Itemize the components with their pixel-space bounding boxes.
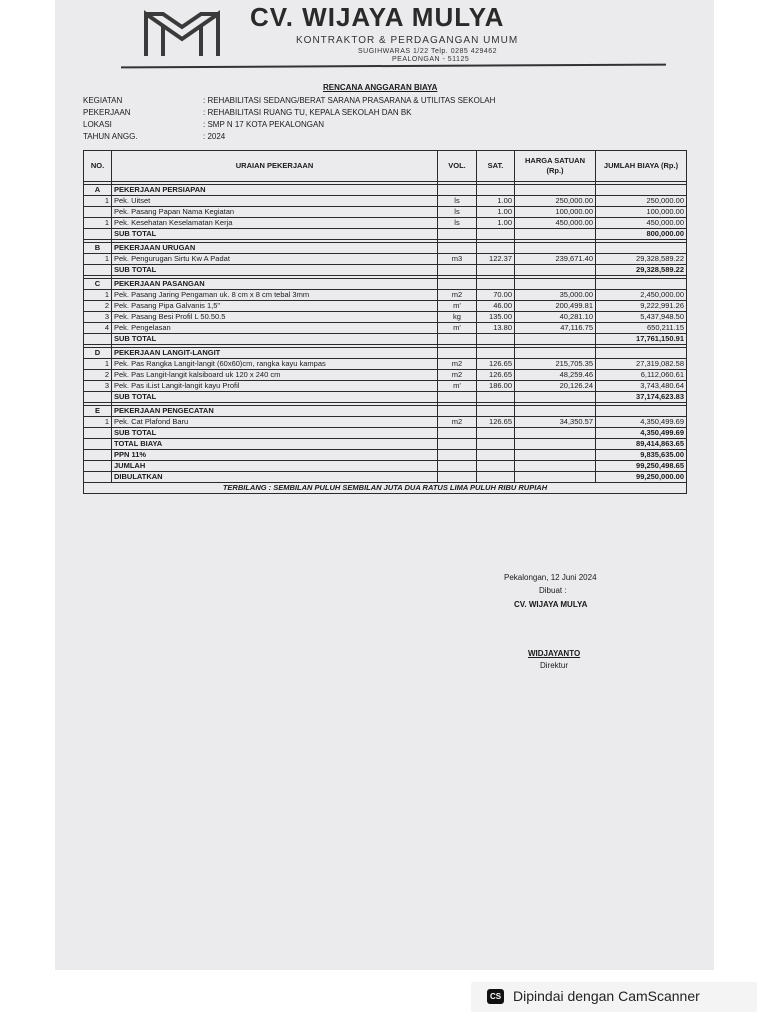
subtotal-label: SUB TOTAL [112, 334, 438, 345]
subtotal-row-b [84, 265, 687, 276]
info-row-lokasi [83, 120, 324, 129]
info-label: TAHUN ANGG. [83, 132, 138, 141]
item-no: 1 [84, 359, 112, 370]
info-label: PEKERJAAN [83, 108, 131, 117]
item-desc: Pek. Pas Rangka Langit-langit (60x60)cm, rangka kayu kampas [112, 359, 438, 370]
col-header-sat: SAT. [477, 151, 515, 182]
total-row-dibulatkan [84, 472, 687, 483]
table-row [84, 417, 687, 428]
item-jumlah: 27,319,082.58 [596, 359, 687, 370]
section-row-c [84, 279, 687, 290]
item-no: 2 [84, 301, 112, 312]
table-row [84, 254, 687, 265]
info-row-pekerjaan [83, 108, 412, 117]
col-header-vol: VOL. [438, 151, 477, 182]
sign-name: WIDJAYANTO [528, 649, 581, 658]
sign-company: CV. WIJAYA MULYA [514, 600, 588, 609]
item-vol: 126.65 [477, 370, 515, 381]
subtotal-value: 29,328,589.22 [596, 265, 687, 276]
item-no: 1 [84, 290, 112, 301]
table-row [84, 359, 687, 370]
item-jumlah: 6,112,060.61 [596, 370, 687, 381]
item-sat: ls [438, 196, 477, 207]
terbilang-text: TERBILANG : SEMBILAN PULUH SEMBILAN JUTA DUA RATUS LIMA PULUH RIBU RUPIAH [84, 483, 687, 494]
budget-table [83, 150, 687, 494]
terbilang-row [84, 483, 687, 494]
section-letter: C [84, 279, 112, 290]
subtotal-row-a [84, 229, 687, 240]
table-header-row [84, 151, 687, 182]
table-row [84, 370, 687, 381]
subtotal-row-e [84, 428, 687, 439]
item-vol: 1.00 [477, 207, 515, 218]
item-harga: 20,126.24 [515, 381, 596, 392]
item-sat: m3 [438, 254, 477, 265]
item-desc: Pek. Pas iList Langit-langit kayu Profil [112, 381, 438, 392]
item-harga: 215,705.35 [515, 359, 596, 370]
company-city: PEALONGAN - 51125 [392, 56, 470, 63]
item-no: 4 [84, 323, 112, 334]
total-label: TOTAL BIAYA [112, 439, 438, 450]
section-title: PEKERJAAN PENGECATAN [112, 406, 438, 417]
item-desc: Pek. Pengelasan [112, 323, 438, 334]
total-value: 89,414,863.65 [596, 439, 687, 450]
info-value: : SMP N 17 KOTA PEKALONGAN [203, 120, 325, 129]
item-desc: Pek. Pasang Pipa Galvanis 1,5" [112, 301, 438, 312]
item-no: 3 [84, 381, 112, 392]
item-desc: Pek. Pas Langit-langit kalsiboard uk 120 x 240 cm [112, 370, 438, 381]
item-sat: m' [438, 323, 477, 334]
total-label: DIBULATKAN [112, 472, 438, 483]
item-no: 1 [84, 196, 112, 207]
item-sat: m2 [438, 290, 477, 301]
item-vol: 186.00 [477, 381, 515, 392]
info-label: LOKASI [83, 120, 112, 129]
table-row [84, 207, 687, 218]
section-title: PEKERJAAN PASANGAN [112, 279, 438, 290]
table-row [84, 290, 687, 301]
item-vol: 1.00 [477, 218, 515, 229]
subtotal-value: 37,174,623.83 [596, 392, 687, 403]
item-desc: Pek. Pengurugan Sirtu Kw A Padat [112, 254, 438, 265]
item-desc: Pek. Kesehatan Keselamatan Kerja [112, 218, 438, 229]
item-desc: Pek. Cat Plafond Baru [112, 417, 438, 428]
subtotal-value: 4,350,499.69 [596, 428, 687, 439]
info-row-tahun [83, 132, 225, 141]
item-vol: 135.00 [477, 312, 515, 323]
table-row [84, 312, 687, 323]
camscanner-logo-icon: CS [487, 989, 504, 1004]
item-no: 1 [84, 254, 112, 265]
item-no [84, 207, 112, 218]
subtotal-label: SUB TOTAL [112, 229, 438, 240]
section-row-b [84, 243, 687, 254]
item-harga: 200,499.81 [515, 301, 596, 312]
col-header-no: NO. [84, 151, 112, 182]
subtotal-value: 800,000.00 [596, 229, 687, 240]
table-body [84, 182, 687, 494]
item-vol: 13.80 [477, 323, 515, 334]
total-value: 99,250,498.65 [596, 461, 687, 472]
section-letter: A [84, 185, 112, 196]
info-label: KEGIATAN [83, 96, 123, 105]
company-name: CV. WIJAYA MULYA [250, 2, 505, 32]
total-value: 99,250,000.00 [596, 472, 687, 483]
item-jumlah: 450,000.00 [596, 218, 687, 229]
item-harga: 100,000.00 [515, 207, 596, 218]
table-row [84, 301, 687, 312]
item-jumlah: 4,350,499.69 [596, 417, 687, 428]
section-title: PEKERJAAN PERSIAPAN [112, 185, 438, 196]
section-row-a [84, 185, 687, 196]
section-row-d [84, 348, 687, 359]
total-value: 9,835,635.00 [596, 450, 687, 461]
item-sat: kg [438, 312, 477, 323]
item-jumlah: 100,000.00 [596, 207, 687, 218]
item-jumlah: 250,000.00 [596, 196, 687, 207]
item-sat: m' [438, 381, 477, 392]
item-desc: Pek. Pasang Papan Nama Kegiatan [112, 207, 438, 218]
camscanner-footer [471, 982, 757, 1012]
section-title: PEKERJAAN LANGIT-LANGIT [112, 348, 438, 359]
subtotal-label: SUB TOTAL [112, 392, 438, 403]
item-no: 3 [84, 312, 112, 323]
total-row-biaya [84, 439, 687, 450]
item-jumlah: 5,437,948.50 [596, 312, 687, 323]
sign-place-date: Pekalongan, 12 Juni 2024 [504, 573, 597, 582]
item-sat: m' [438, 301, 477, 312]
sign-made-by: Dibuat : [539, 586, 567, 595]
item-desc: Pek. Pasang Jaring Pengaman uk. 8 cm x 8 cm tebal 3mm [112, 290, 438, 301]
item-jumlah: 2,450,000.00 [596, 290, 687, 301]
item-vol: 70.00 [477, 290, 515, 301]
item-sat: ls [438, 207, 477, 218]
item-vol: 126.65 [477, 359, 515, 370]
subtotal-row-d [84, 392, 687, 403]
item-harga: 34,350.57 [515, 417, 596, 428]
company-subtitle: KONTRAKTOR & PERDAGANGAN UMUM [296, 35, 519, 46]
item-desc: Pek. Uitset [112, 196, 438, 207]
item-jumlah: 9,222,991.26 [596, 301, 687, 312]
item-harga: 35,000.00 [515, 290, 596, 301]
col-header-jumlah: JUMLAH BIAYA (Rp.) [596, 151, 687, 182]
company-logo-icon [143, 9, 221, 59]
item-no: 1 [84, 218, 112, 229]
table-row [84, 381, 687, 392]
section-row-e [84, 406, 687, 417]
subtotal-label: SUB TOTAL [112, 428, 438, 439]
item-harga: 250,000.00 [515, 196, 596, 207]
table-row [84, 196, 687, 207]
info-value: : REHABILITASI SEDANG/BERAT SARANA PRASARANA & UTILITAS SEKOLAH [203, 96, 496, 105]
item-sat: m2 [438, 417, 477, 428]
item-vol: 1.00 [477, 196, 515, 207]
total-label: JUMLAH [112, 461, 438, 472]
info-row-kegiatan [83, 96, 495, 105]
sign-position: Direktur [540, 661, 569, 670]
item-sat: m2 [438, 359, 477, 370]
item-sat: m2 [438, 370, 477, 381]
table-row [84, 323, 687, 334]
item-sat: ls [438, 218, 477, 229]
table-row [84, 218, 687, 229]
total-row-jumlah [84, 461, 687, 472]
col-header-uraian: URAIAN PEKERJAAN [112, 151, 438, 182]
section-letter: E [84, 406, 112, 417]
subtotal-value: 17,761,150.91 [596, 334, 687, 345]
section-letter: D [84, 348, 112, 359]
item-harga: 48,259.46 [515, 370, 596, 381]
document-title: RENCANA ANGGARAN BIAYA [323, 83, 438, 92]
section-title: PEKERJAAN URUGAN [112, 243, 438, 254]
item-no: 1 [84, 417, 112, 428]
item-harga: 450,000.00 [515, 218, 596, 229]
item-harga: 47,116.75 [515, 323, 596, 334]
section-letter: B [84, 243, 112, 254]
item-jumlah: 3,743,480.64 [596, 381, 687, 392]
col-header-harga: HARGA SATUAN (Rp.) [515, 151, 596, 182]
item-vol: 46.00 [477, 301, 515, 312]
item-vol: 126.65 [477, 417, 515, 428]
subtotal-row-c [84, 334, 687, 345]
item-harga: 239,671.40 [515, 254, 596, 265]
item-desc: Pek. Pasang Besi Profil L 50.50.5 [112, 312, 438, 323]
item-vol: 122.37 [477, 254, 515, 265]
item-jumlah: 650,211.15 [596, 323, 687, 334]
subtotal-label: SUB TOTAL [112, 265, 438, 276]
info-value: : REHABILITASI RUANG TU, KEPALA SEKOLAH DAN BK [203, 108, 412, 117]
item-no: 2 [84, 370, 112, 381]
item-harga: 40,281.10 [515, 312, 596, 323]
info-value: : 2024 [203, 132, 226, 141]
total-label: PPN 11% [112, 450, 438, 461]
total-row-ppn [84, 450, 687, 461]
camscanner-text: Dipindai dengan CamScanner [513, 988, 700, 1004]
company-address: SUGIHWARAS 1/22 Telp. 0285 429462 [358, 48, 498, 55]
item-jumlah: 29,328,589.22 [596, 254, 687, 265]
